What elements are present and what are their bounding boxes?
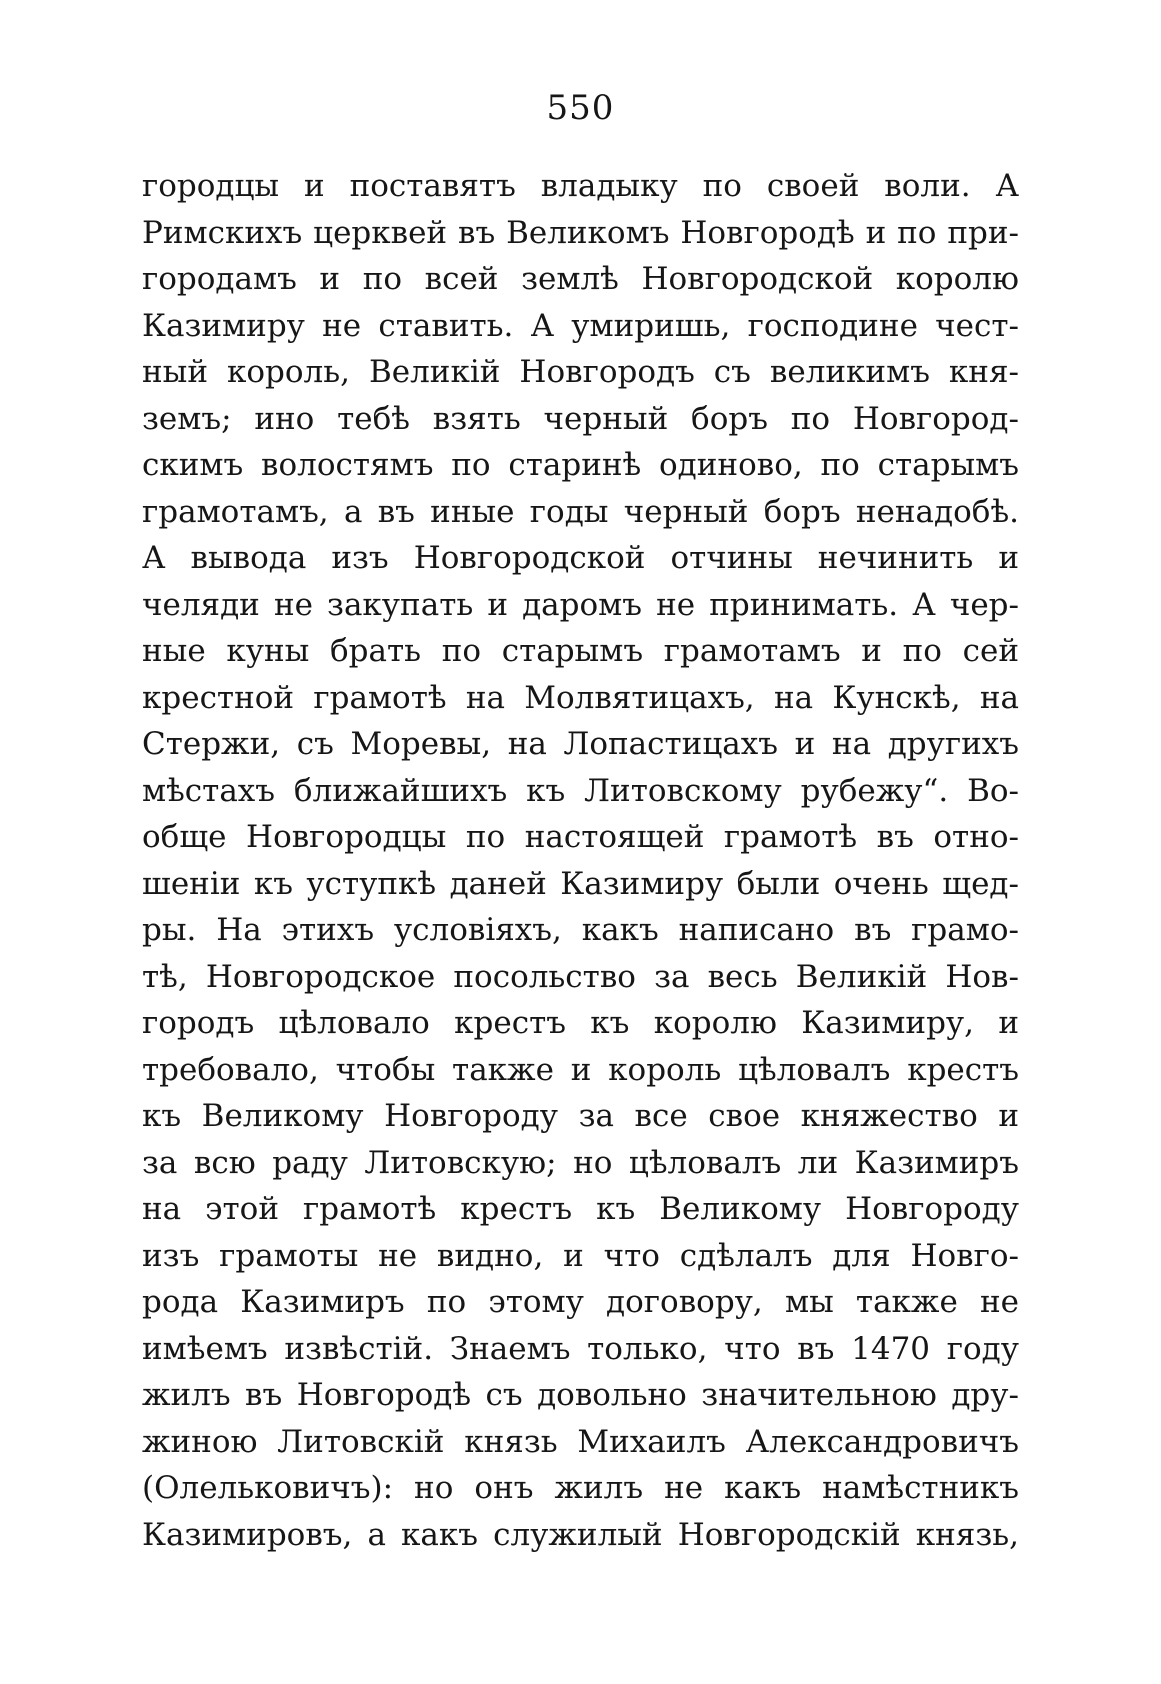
- text-line: ный король, Великій Новгородъ съ великимъ кня-: [142, 354, 1019, 390]
- text-line: тѣ, Новгородское посольство за весь Великій Нов-: [142, 958, 1019, 995]
- text-line: Стержи, съ Моревы, на Лопастицахъ и на другихъ: [142, 726, 1019, 762]
- text-line: скимъ волостямъ по старинѣ одиново, по старымъ: [142, 447, 1019, 483]
- text-line: жиною Литовскій князь Михаилъ Александровичъ: [142, 1423, 1019, 1460]
- text-line: изъ грамоты не видно, и что сдѣлалъ для Новго-: [142, 1237, 1019, 1274]
- text-line: Казимировъ, а какъ служилый Новгородскій князь,: [142, 1516, 1019, 1553]
- text-line: къ Великому Новгороду за все свое княжество и: [142, 1098, 1019, 1134]
- text-line: крестной грамотѣ на Молвятицахъ, на Кунскѣ, на: [142, 679, 1019, 716]
- page-number: 550: [546, 88, 615, 128]
- text-line: ры. На этихъ условіяхъ, какъ написано въ грамо-: [142, 912, 1019, 948]
- text-line: Римскихъ церквей въ Великомъ Новгородѣ и по при-: [142, 214, 1019, 251]
- text-line: (Олельковичъ): но онъ жилъ не какъ намѣстникъ: [142, 1470, 1019, 1506]
- text-line: жилъ въ Новгородѣ съ довольно значительною дру-: [142, 1377, 1019, 1413]
- text-line: на этой грамотѣ крестъ къ Великому Новгороду: [142, 1191, 1019, 1227]
- text-line: за всю раду Литовскую; но цѣловалъ ли Казимиръ: [142, 1144, 1019, 1181]
- text-line: Казимиру не ставить. А умиришь, господине чест-: [142, 307, 1019, 344]
- text-line: имѣемъ извѣстій. Знаемъ только, что въ 1470 году: [142, 1330, 1019, 1367]
- text-line: обще Новгородцы по настоящей грамотѣ въ отно-: [142, 819, 1019, 855]
- text-line: шеніи къ уступкѣ даней Казимиру были очень щед-: [142, 865, 1019, 902]
- text-line: ные куны брать по старымъ грамотамъ и по сей: [142, 633, 1019, 669]
- text-line: городамъ и по всей землѣ Новгородской королю: [142, 261, 1019, 297]
- body-text: [142, 163, 1019, 1558]
- text-line: А вывода изъ Новгородской отчины нечинить и: [142, 540, 1019, 576]
- text-line: рода Казимиръ по этому договору, мы также не: [142, 1284, 1019, 1320]
- text-line: городцы и поставятъ владыку по своей воли. А: [142, 168, 1019, 204]
- text-line: мѣстахъ ближайшихъ къ Литовскому рубежу“. Во-: [142, 772, 1019, 809]
- text-line: челяди не закупать и даромъ не принимать. А чер-: [142, 586, 1019, 623]
- text-line: городъ цѣловало крестъ къ королю Казимиру, и: [142, 1005, 1019, 1041]
- text-line: земъ; ино тебѣ взять черный боръ по Новгород-: [142, 400, 1019, 437]
- text-line: грамотамъ, а въ иные годы черный боръ ненадобѣ.: [142, 493, 1019, 530]
- text-line: требовало, чтобы также и король цѣловалъ крестъ: [142, 1051, 1019, 1088]
